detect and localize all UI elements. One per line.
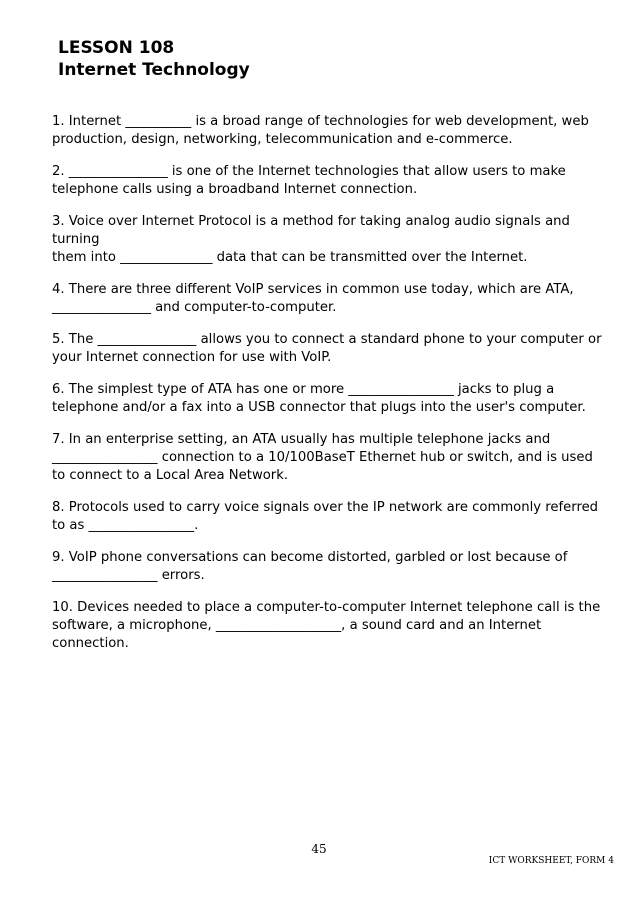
question-4: 4. There are three different VoIP services in common use today, which are ATA, _______________ and computer-to-computer. — [52, 282, 578, 315]
question-9: 9. VoIP phone conversations can become distorted, garbled or lost because of ________________ errors. — [52, 550, 572, 583]
question-10: 10. Devices needed to place a computer-to-computer Internet telephone call is the software, a microphone, ___________________, a sound card and an Internet connection. — [52, 600, 605, 651]
question-1: 1. Internet __________ is a broad range of technologies for web development, web production, design, networking, telecommunication and e-commerce. — [52, 114, 594, 147]
question-7: 7. In an enterprise setting, an ATA usually has multiple telephone jacks and ________________ connection to a 10/100BaseT Ethernet hub or switch, and is used to connect to a Local Area Network. — [52, 432, 598, 483]
question-list — [52, 113, 608, 667]
page-number: 45 — [311, 842, 327, 856]
question-8: 8. Protocols used to carry voice signals over the IP network are commonly referred to as ________________. — [52, 500, 603, 533]
footer-label: ICT WORKSHEET, FORM 4 — [488, 856, 614, 866]
question-6: 6. The simplest type of ATA has one or more ________________ jacks to plug a telephone and/or a fax into a USB connector that plugs into the user's computer. — [52, 382, 586, 415]
lesson-title — [58, 37, 250, 81]
question-3: 3. Voice over Internet Protocol is a method for taking analog audio signals and turning them into ______________ data that can be transmitted over the Internet. — [52, 214, 570, 265]
question-5: 5. The _______________ allows you to connect a standard phone to your computer or your Internet connection for use with VoIP. — [52, 332, 606, 365]
question-2: 2. _______________ is one of the Internet technologies that allow users to make telephone calls using a broadband Internet connection. — [52, 164, 570, 197]
lesson-topic: Internet Technology — [58, 60, 250, 80]
lesson-number: LESSON 108 — [58, 38, 175, 58]
